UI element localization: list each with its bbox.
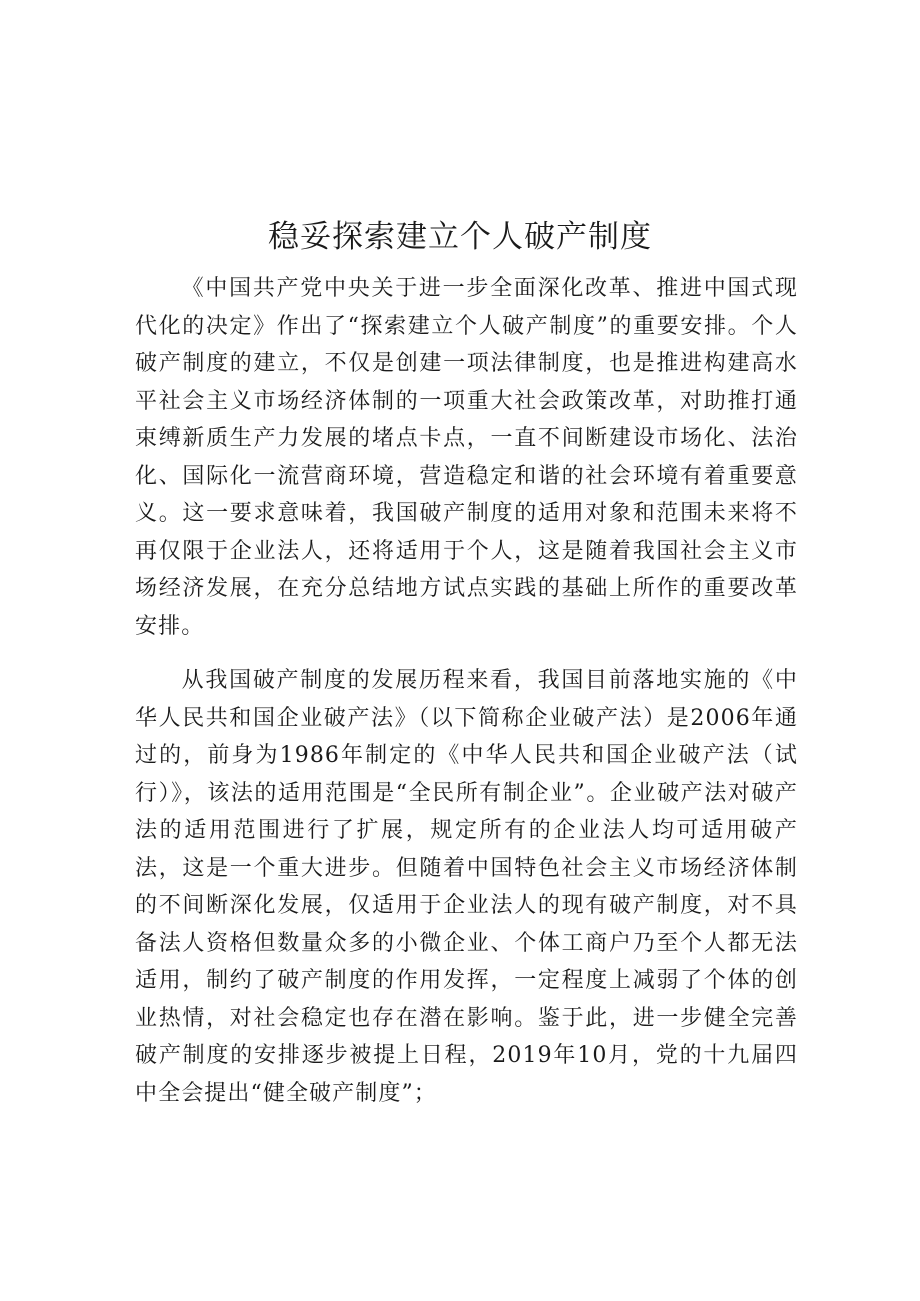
- paragraph-1-text: 《中国共产党中央关于进一步全面深化改革、推进中国式现代化的决定》作出了“探索建立个人破产制度”的重要安排。个人破产制度的建立，不仅是创建一项法律制度，也是推进构建高水平社会主义市场经济体制的一项重大社会政策改革，对助推打通束缚新质生产力发展的堵点卡点，一直不间断建设市场化、法治化、国际化一流营商环境，营造稳定和谐的社会环境有着重要意义。这一要求意味着，我国破产制度的适用对象和范围未来将不再仅限于企业法人，还将适用于个人，这是随着我国社会主义市场经济发展，在充分总结地方试点实践的基础上所作的重要改革安排。: [135, 276, 798, 639]
- paragraph-2: [135, 662, 798, 1112]
- paragraph-2-text: 从我国破产制度的发展历程来看，我国目前落地实施的《中华人民共和国企业破产法》（以下简称企业破产法）是2006年通过的，前身为1986年制定的《中华人民共和国企业破产法（试行）》，该法的适用范围是“全民所有制企业”。企业破产法对破产法的适用范围进行了扩展，规定所有的企业法人均可适用破产法，这是一个重大进步。但随着中国特色社会主义市场经济体制的不间断深化发展，仅适用于企业法人的现有破产制度，对不具备法人资格但数量众多的小微企业、个体工商户乃至个人都无法适用，制约了破产制度的作用发挥，一定程度上减弱了个体的创业热情，对社会稳定也存在潜在影响。鉴于此，进一步健全完善破产制度的安排逐步被提上日程，2019年10月，党的十九届四中全会提出“健全破产制度”；: [135, 668, 798, 1106]
- document-title: 稳妥探索建立个人破产制度: [268, 219, 652, 255]
- paragraph-1: [135, 270, 798, 645]
